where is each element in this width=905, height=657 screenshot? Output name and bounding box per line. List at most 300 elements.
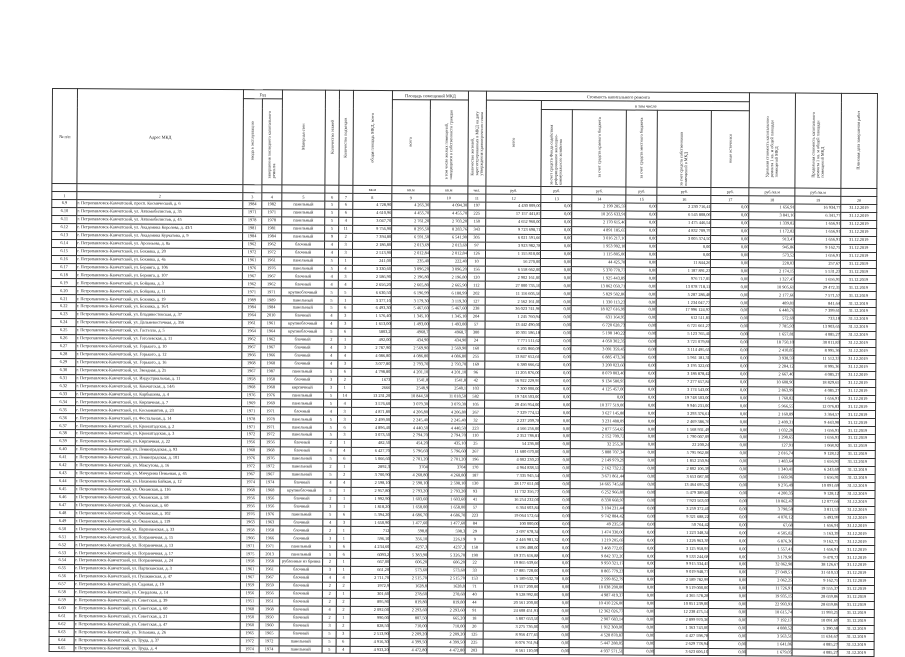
table-cell: 3 841,16 — [749, 212, 795, 220]
table-cell: 4 234,60 — [351, 543, 390, 551]
unit-cell: руб. — [572, 187, 626, 195]
table-cell: 0,00 — [541, 210, 572, 218]
table-cell: 1967 — [260, 471, 280, 479]
table-cell: 2 793,20 — [390, 487, 428, 495]
table-cell: панельный — [281, 225, 325, 233]
table-cell: 3 — [336, 630, 350, 638]
table-cell: 49 235,58 — [570, 520, 624, 528]
table-cell: 5 — [324, 455, 338, 463]
table-cell: 3 231 488,09 — [571, 417, 625, 425]
table-cell: г. Петропавловск-Камчатский, ул. Арсеньева, д. 8а — [77, 239, 242, 248]
table-cell: 0,00 — [625, 465, 656, 473]
table-cell: 1976 — [241, 510, 261, 518]
table-cell: 5 — [322, 646, 336, 654]
table-cell: 0,00 — [540, 377, 571, 385]
table-cell: 170 — [466, 464, 484, 472]
col-cost-group-header: Стоимость капитального ремонта — [487, 91, 750, 102]
table-cell: 16 934,77 — [795, 204, 841, 212]
max-cost-label: Предельная стоимость капитального ремонта 1 кв. м общей площади помещений МКД — [810, 111, 825, 178]
table-cell: 19 555,37 — [793, 585, 839, 593]
table-cell: 841,64 — [794, 299, 840, 307]
table-cell: 3 — [323, 503, 337, 511]
table-cell: 6.39 — [50, 438, 75, 446]
table-cell: 4 094,30 — [430, 202, 468, 210]
table-cell: 6.31 — [51, 374, 76, 382]
column-number-cell: 14 — [572, 195, 626, 203]
table-cell: 9 742 884,42 — [570, 512, 624, 520]
table-cell: 160 — [467, 345, 485, 353]
table-cell: 18 750,10 — [748, 339, 794, 347]
table-cell: 0,00 — [711, 251, 749, 259]
table-cell: 1 656,91 — [795, 275, 841, 283]
table-cell: г. Петропавловск-Камчатский, ул. Океанская, д. 102 — [75, 509, 240, 518]
table-cell: 5 066,60 — [351, 455, 390, 463]
table-cell: 1976 — [242, 264, 262, 272]
table-cell: 1 656,91 — [793, 545, 839, 553]
table-cell: 1981 — [242, 224, 262, 232]
table-cell: 6 188,99 — [429, 289, 467, 297]
table-cell: 30 011,83 — [794, 339, 840, 347]
table-cell: 2 761,20 — [392, 217, 430, 225]
table-cell: 6 341,77 — [795, 212, 841, 220]
table-cell: 1628,8 — [389, 583, 427, 591]
table-cell: 31.12.2019 — [841, 212, 877, 220]
table-cell: панельный — [281, 233, 325, 241]
table-cell: 2 293,60 — [389, 606, 427, 614]
table-cell: 4 085,27 — [794, 331, 840, 339]
table-cell: 0,00 — [624, 552, 655, 560]
table-cell: 31.12.2019 — [840, 403, 876, 411]
table-cell: 1 — [338, 297, 352, 305]
table-cell: 1 656,91 — [793, 522, 839, 530]
table-cell: 24 — [467, 337, 485, 345]
table-cell: 16 922 229,95 — [485, 377, 540, 385]
table-cell: 4 — [325, 241, 339, 249]
table-cell: 5 — [323, 511, 337, 519]
table-cell: 0,00 — [541, 298, 572, 306]
table-cell: 6 — [338, 328, 352, 336]
table-cell: 0,00 — [624, 600, 655, 608]
table-cell: 0,00 — [540, 314, 571, 322]
table-cell: 18 829,65 — [794, 379, 840, 387]
col-entrances-header — [339, 90, 353, 185]
table-cell: 6 630,50 — [352, 289, 391, 297]
table-cell: 31.12.2019 — [840, 347, 876, 355]
table-cell: 0,00 — [710, 418, 748, 426]
table-cell: 0,00 — [624, 592, 655, 600]
table-cell: 573,52 — [749, 251, 795, 259]
table-cell: 434,90 — [429, 337, 467, 345]
table-cell: г. Петропавловск-Камчатский, ул. Кирпичная, д. 7 — [76, 398, 241, 407]
table-cell: 0,00 — [709, 545, 747, 553]
table-cell: 31.12.2019 — [839, 498, 875, 506]
table-cell: 6 885 473,36 — [571, 353, 625, 361]
table-cell: 6.48 — [50, 509, 75, 517]
table-cell: 6.50 — [50, 525, 75, 533]
table-cell: блочный — [281, 249, 325, 257]
table-cell: 0,00 — [625, 370, 656, 378]
table-cell: 4 — [325, 312, 339, 320]
table-cell: 5 — [325, 304, 339, 312]
table-cell: блочный — [279, 566, 323, 574]
table-cell: 31.12.2019 — [839, 562, 875, 570]
table-cell: 5 467,60 — [391, 305, 429, 313]
table-cell: 4 — [324, 360, 338, 368]
table-cell: г. Петропавловск-Камчатский, ул. Звездная, д. 25 — [76, 366, 241, 375]
table-cell: 1974 — [259, 645, 279, 653]
table-cell: крупноблочный — [280, 487, 324, 495]
table-cell: 819,80 — [389, 598, 427, 606]
table-cell: 1 818,20 — [351, 503, 390, 511]
table-cell: 1972 — [241, 431, 261, 439]
table-cell: 3 627 145,88 — [571, 409, 625, 417]
table-cell: 1 641,06 — [746, 640, 792, 648]
table-cell: г. Петропавловск-Камчатский, ул. Владивостокская, д. 37 — [76, 311, 241, 320]
table-cell: 1 345,10 — [429, 313, 467, 321]
table-cell: 11 512,33 — [794, 355, 840, 363]
table-cell: 1 219 205,69 — [570, 536, 624, 544]
table-cell: 4 206,80 — [391, 408, 429, 416]
table-cell: 3 047,70 — [353, 217, 392, 225]
table-cell: 0,00 — [540, 345, 571, 353]
table-cell: 596,10 — [351, 535, 390, 543]
table-cell: 12 076,83 — [794, 402, 840, 410]
table-cell: 1972 — [240, 637, 260, 645]
table-cell: 1 679,05 — [746, 648, 792, 656]
table-cell: 4 085,27 — [794, 387, 840, 395]
table-cell: 12 238 475,14 — [655, 608, 709, 616]
table-cell: 3 653 087,00 — [656, 473, 710, 481]
table-cell: 976 717,05 — [657, 275, 711, 283]
table-cell: 3 096,20 — [429, 265, 467, 273]
table-cell: 31.12.2019 — [840, 355, 876, 363]
table-cell: 1968 — [260, 487, 280, 495]
table-cell: 6 364 603,84 — [484, 504, 539, 512]
table-cell: 5 — [324, 431, 338, 439]
table-cell: 0,00 — [709, 561, 747, 569]
table-cell: 103 — [467, 385, 485, 393]
table-cell: 0,00 — [539, 528, 570, 536]
table-cell: 2 598,10 — [390, 479, 428, 487]
table-cell: 2 013,69 — [429, 241, 467, 249]
table-cell: 6 — [337, 550, 351, 558]
table-cell: 0,00 — [541, 306, 572, 314]
table-cell: 0,00 — [540, 401, 571, 409]
table-cell: 10 — [467, 258, 485, 266]
table-cell: 1956 — [241, 439, 261, 447]
table-cell: 1 925 443,89 — [572, 274, 626, 282]
table-cell: 31.12.2019 — [840, 450, 876, 458]
table-cell: 1978 — [241, 415, 261, 423]
table-cell: 6.58 — [49, 588, 74, 596]
table-cell: 6.10 — [52, 207, 77, 215]
table-cell: 0,00 — [625, 457, 656, 465]
column-number-cell: 9 — [392, 194, 430, 202]
table-cell: 31.12.2019 — [839, 593, 875, 601]
table-cell: 4 070,12 — [747, 513, 793, 521]
table-cell: 3 — [337, 519, 351, 527]
table-cell: 9 842 372,20 — [570, 552, 624, 560]
table-cell: 10 265 633,91 — [572, 211, 626, 219]
table-cell: 3 077,80 — [352, 360, 391, 368]
table-cell: 1 234 047,77 — [657, 298, 711, 306]
table-cell: 5 — [323, 550, 337, 558]
table-cell: 1976 — [260, 455, 280, 463]
table-cell: 1 656,91 — [793, 474, 839, 482]
table-cell: 0,00 — [657, 243, 711, 251]
table-cell: 31.12.2019 — [840, 435, 876, 443]
column-number-cell: 7 — [339, 193, 353, 201]
table-cell: 4 472,80 — [389, 646, 427, 654]
table-cell: 2 598,10 — [428, 480, 466, 488]
table-cell: 1950 — [240, 613, 260, 621]
table-cell: 3 119,30 — [429, 297, 467, 305]
table-cell: 0,00 — [540, 425, 571, 433]
column-number-cell: 11 — [468, 194, 486, 202]
table-cell: 3 — [324, 384, 338, 392]
table-cell: 1 656,91 — [794, 434, 840, 442]
table-cell: 10 608,90 — [748, 378, 794, 386]
table-cell: 0,00 — [540, 464, 571, 472]
table-cell: 241,00 — [352, 257, 391, 265]
table-cell: 1971 — [242, 209, 262, 217]
table-cell: 0,00 — [624, 528, 655, 536]
table-cell: 57 — [467, 321, 485, 329]
table-cell: г. Петропавловск-Камчатский, ул. Индустриальная, д. 11 — [76, 374, 241, 383]
table-cell: 11 634,67 — [792, 633, 838, 641]
table-cell: 1961 — [240, 566, 260, 574]
table-cell: 0,00 — [541, 218, 572, 226]
table-cell: 6 — [337, 511, 351, 519]
table-cell: г. Петропавловск-Камчатский, ул. Дальневосточная, д. 356 — [76, 319, 241, 328]
table-cell: 1956 — [260, 502, 280, 510]
table-cell: 1966 — [261, 352, 281, 360]
table-cell: 31.12.2019 — [841, 276, 877, 284]
table-cell: 5 829 582,86 — [572, 290, 626, 298]
table-cell: панельный — [281, 368, 325, 376]
table-cell: 12 077,66 — [793, 498, 839, 506]
table-cell: 10 051 239,00 — [655, 600, 709, 608]
table-cell: 1972,9 — [350, 582, 389, 590]
entrances-label: Количество подъездов — [342, 117, 349, 158]
last-repair-label: завершения последнего капитального ремонта — [266, 111, 277, 179]
table-cell: 0,00 — [709, 592, 747, 600]
table-cell: 1962 — [262, 280, 282, 288]
table-cell: 1967 — [242, 272, 262, 280]
table-cell: 2 701,20 — [390, 456, 428, 464]
table-cell: 4 200,35 — [747, 490, 793, 498]
table-cell: 7 277 657,84 — [656, 378, 710, 386]
table-cell: г. Петропавловск-Камчатский, ул. Пограничная, д. 24 — [75, 557, 240, 566]
unit-cell: кв.м — [392, 186, 430, 194]
table-cell: 1 — [339, 257, 353, 265]
table-cell: 1 — [336, 614, 350, 622]
table-cell: 31.12.2019 — [838, 641, 874, 649]
table-cell: г. Петропавловск-Камчатский, ул. Бохняка, д. 4а — [77, 255, 242, 264]
table-cell: 2 — [323, 527, 337, 535]
table-cell: 31.12.2019 — [838, 633, 874, 641]
table-cell: 3 114 495,65 — [656, 346, 710, 354]
table-cell: 6.38 — [50, 430, 75, 438]
table-cell: панельный — [280, 471, 324, 479]
table-cell: 1968 — [241, 383, 261, 391]
table-cell: 6.59 — [49, 596, 74, 604]
table-cell: 6.55 — [50, 565, 75, 573]
col-commission-header — [243, 99, 263, 185]
table-cell: 0,00 — [539, 520, 570, 528]
table-cell: 3 377,10 — [352, 297, 391, 305]
table-cell: 2 — [337, 471, 351, 479]
table-cell: 3 671 861,44 — [571, 473, 625, 481]
table-cell: 1 — [338, 336, 352, 344]
table-cell: 130 — [466, 480, 484, 488]
table-cell: 6.60 — [49, 604, 74, 612]
col-floors-header — [325, 90, 339, 185]
table-cell: блочный — [279, 582, 323, 590]
table-cell: 4 — [325, 249, 339, 257]
table-cell: г. Петропавловск-Камчатский, ул. Советская, д. 21 — [75, 612, 240, 621]
table-cell: панельный — [281, 296, 325, 304]
table-cell: 9 723 698,71 — [486, 226, 541, 234]
table-cell: 2 160,89 — [748, 410, 794, 418]
table-cell: 2 794,70 — [428, 432, 466, 440]
table-cell: 4 — [338, 281, 352, 289]
table-cell: 1 477,60 — [428, 519, 466, 527]
table-cell: 6.56 — [49, 573, 74, 581]
table-cell: г. Петропавловск-Камчатский, ул. Пограничная, д. 13 — [75, 541, 240, 550]
table-cell: 31.12.2019 — [840, 308, 876, 316]
table-cell: 5 — [323, 630, 337, 638]
table-cell: 2 — [323, 614, 337, 622]
table-cell: 1 340,41 — [748, 466, 794, 474]
table-cell: 0,00 — [540, 409, 571, 417]
table-cell: 6.57 — [49, 580, 74, 588]
table-cell: 24 608 451,91 — [484, 607, 539, 615]
table-cell: 913,47 — [749, 236, 795, 244]
table-cell: 31.12.2019 — [839, 474, 875, 482]
table-cell: 6.32 — [51, 382, 76, 390]
table-cell: г. Петропавловск-Камчатский, ул. Гоголевская, д. 11 — [76, 335, 241, 344]
table-cell: 0,00 — [626, 298, 657, 306]
table-cell: 6.21 — [51, 295, 76, 303]
table-cell: блочный — [281, 241, 325, 249]
table-cell: 4 871,80 — [351, 408, 390, 416]
table-cell: 2 569,90 — [391, 344, 429, 352]
table-cell: 1958 — [240, 558, 260, 566]
table-cell: 5 — [325, 296, 339, 304]
table-cell: 631 164,95 — [571, 314, 625, 322]
table-cell: 0,00 — [539, 599, 570, 607]
col-deadline-header — [841, 93, 877, 188]
table-cell: 5 287 286,48 — [657, 291, 711, 299]
total-area-label: общая площадь МКД, всего — [369, 112, 375, 163]
table-cell: 2 352 786,81 — [485, 432, 540, 440]
table-cell: г. Петропавловск-Камчатский, ул. Карбышева, д. 4 — [76, 390, 241, 399]
table-cell: 2 701,20 — [428, 456, 466, 464]
table-cell: 9 756,90 — [353, 225, 392, 233]
table-cell: 6 720 628,73 — [571, 322, 625, 330]
table-cell: блочный — [281, 352, 325, 360]
table-cell: 0,00 — [541, 282, 572, 290]
table-cell: г. Петропавловск-Камчатский, ул. Пограничная, д. 17 — [75, 549, 240, 558]
table-cell: блочный — [281, 336, 325, 344]
table-cell: 10 091,69 — [793, 617, 839, 625]
table-cell: 0,00 — [657, 251, 711, 259]
table-cell: панельный — [280, 455, 324, 463]
table-cell: 153 — [465, 575, 483, 583]
table-cell: г. Петропавловск-Камчатский, ул. Автомобилистов, д. 35 — [77, 208, 242, 217]
table-cell: 3 091 359,45 — [571, 346, 625, 354]
table-cell: 1 — [337, 535, 351, 543]
table-cell: г. Петропавловск-Камчатский, ул. Кронштадская, д. 3 — [76, 430, 241, 439]
table-cell: 2 293,60 — [427, 607, 465, 615]
table-cell: 482,50 — [351, 439, 390, 447]
table-cell: 1969 — [241, 399, 261, 407]
table-cell: 225 — [468, 210, 486, 218]
table-cell: 6.26 — [51, 334, 76, 342]
table-cell: 3 — [339, 273, 353, 281]
table-cell: 22 — [465, 559, 483, 567]
table-cell: 7 923 563,03 — [655, 497, 709, 505]
table-cell: 0,00 — [626, 282, 657, 290]
table-cell: 3 — [339, 249, 353, 257]
table-cell: 8 561 110,09 — [483, 647, 538, 655]
table-cell: 5 — [325, 288, 339, 296]
table-cell: 0,00 — [624, 497, 655, 505]
table-cell: г. Петропавловск-Камчатский, ул. Свердлова, д. 14 — [75, 589, 240, 598]
table-cell: 1966 — [240, 534, 260, 542]
table-cell: 1 115 805,00 — [572, 250, 626, 258]
table-cell: 16 254 232,00 — [484, 496, 539, 504]
table-cell: 1984 — [262, 233, 282, 241]
table-cell: 2 863,99 — [748, 386, 794, 394]
table-cell: 2 667,40 — [748, 370, 794, 378]
table-cell: 0,00 — [625, 394, 656, 402]
table-cell: 0,00 — [624, 536, 655, 544]
table-cell: блочный — [280, 407, 324, 415]
table-cell: 1958 — [240, 526, 260, 534]
table-cell: 3 275 736,00 — [483, 623, 538, 631]
table-cell: 0,00 — [710, 394, 748, 402]
table-cell: 1962 — [261, 336, 281, 344]
table-cell: 1 656,91 — [749, 204, 795, 212]
table-cell: 0,00 — [539, 631, 570, 639]
table-cell: 2 — [336, 622, 350, 630]
table-cell: 0,00 — [539, 488, 570, 496]
table-cell: 156 — [467, 266, 485, 274]
table-cell: 2 149 979,29 — [571, 457, 625, 465]
unit-cell — [339, 185, 353, 193]
table-cell: 4 686,70 — [428, 511, 466, 519]
table-cell: 0,00 — [626, 219, 657, 227]
table-cell: 6.61 — [49, 612, 74, 620]
table-cell: 38 126,67 — [793, 561, 839, 569]
table-cell: 9 321 688,22 — [655, 513, 709, 521]
table-cell: 4 — [324, 344, 338, 352]
table-cell: 0,00 — [625, 449, 656, 457]
table-cell: 1958 — [241, 375, 261, 383]
table-cell: г. Петропавловск-Камчатский, ул. Нахимова Байкан, д. 12 — [75, 477, 240, 486]
table-cell: 0,00 — [626, 251, 657, 259]
table-cell: 31.12.2019 — [839, 506, 875, 514]
table-cell: 0,00 — [709, 505, 747, 513]
table-cell: 2 — [338, 376, 352, 384]
table-cell: 1956 — [260, 494, 280, 502]
table-cell: 42 — [467, 377, 485, 385]
table-cell: 0,00 — [626, 235, 657, 243]
table-cell: 1972 — [259, 637, 279, 645]
table-cell: 733,18 — [794, 315, 840, 323]
